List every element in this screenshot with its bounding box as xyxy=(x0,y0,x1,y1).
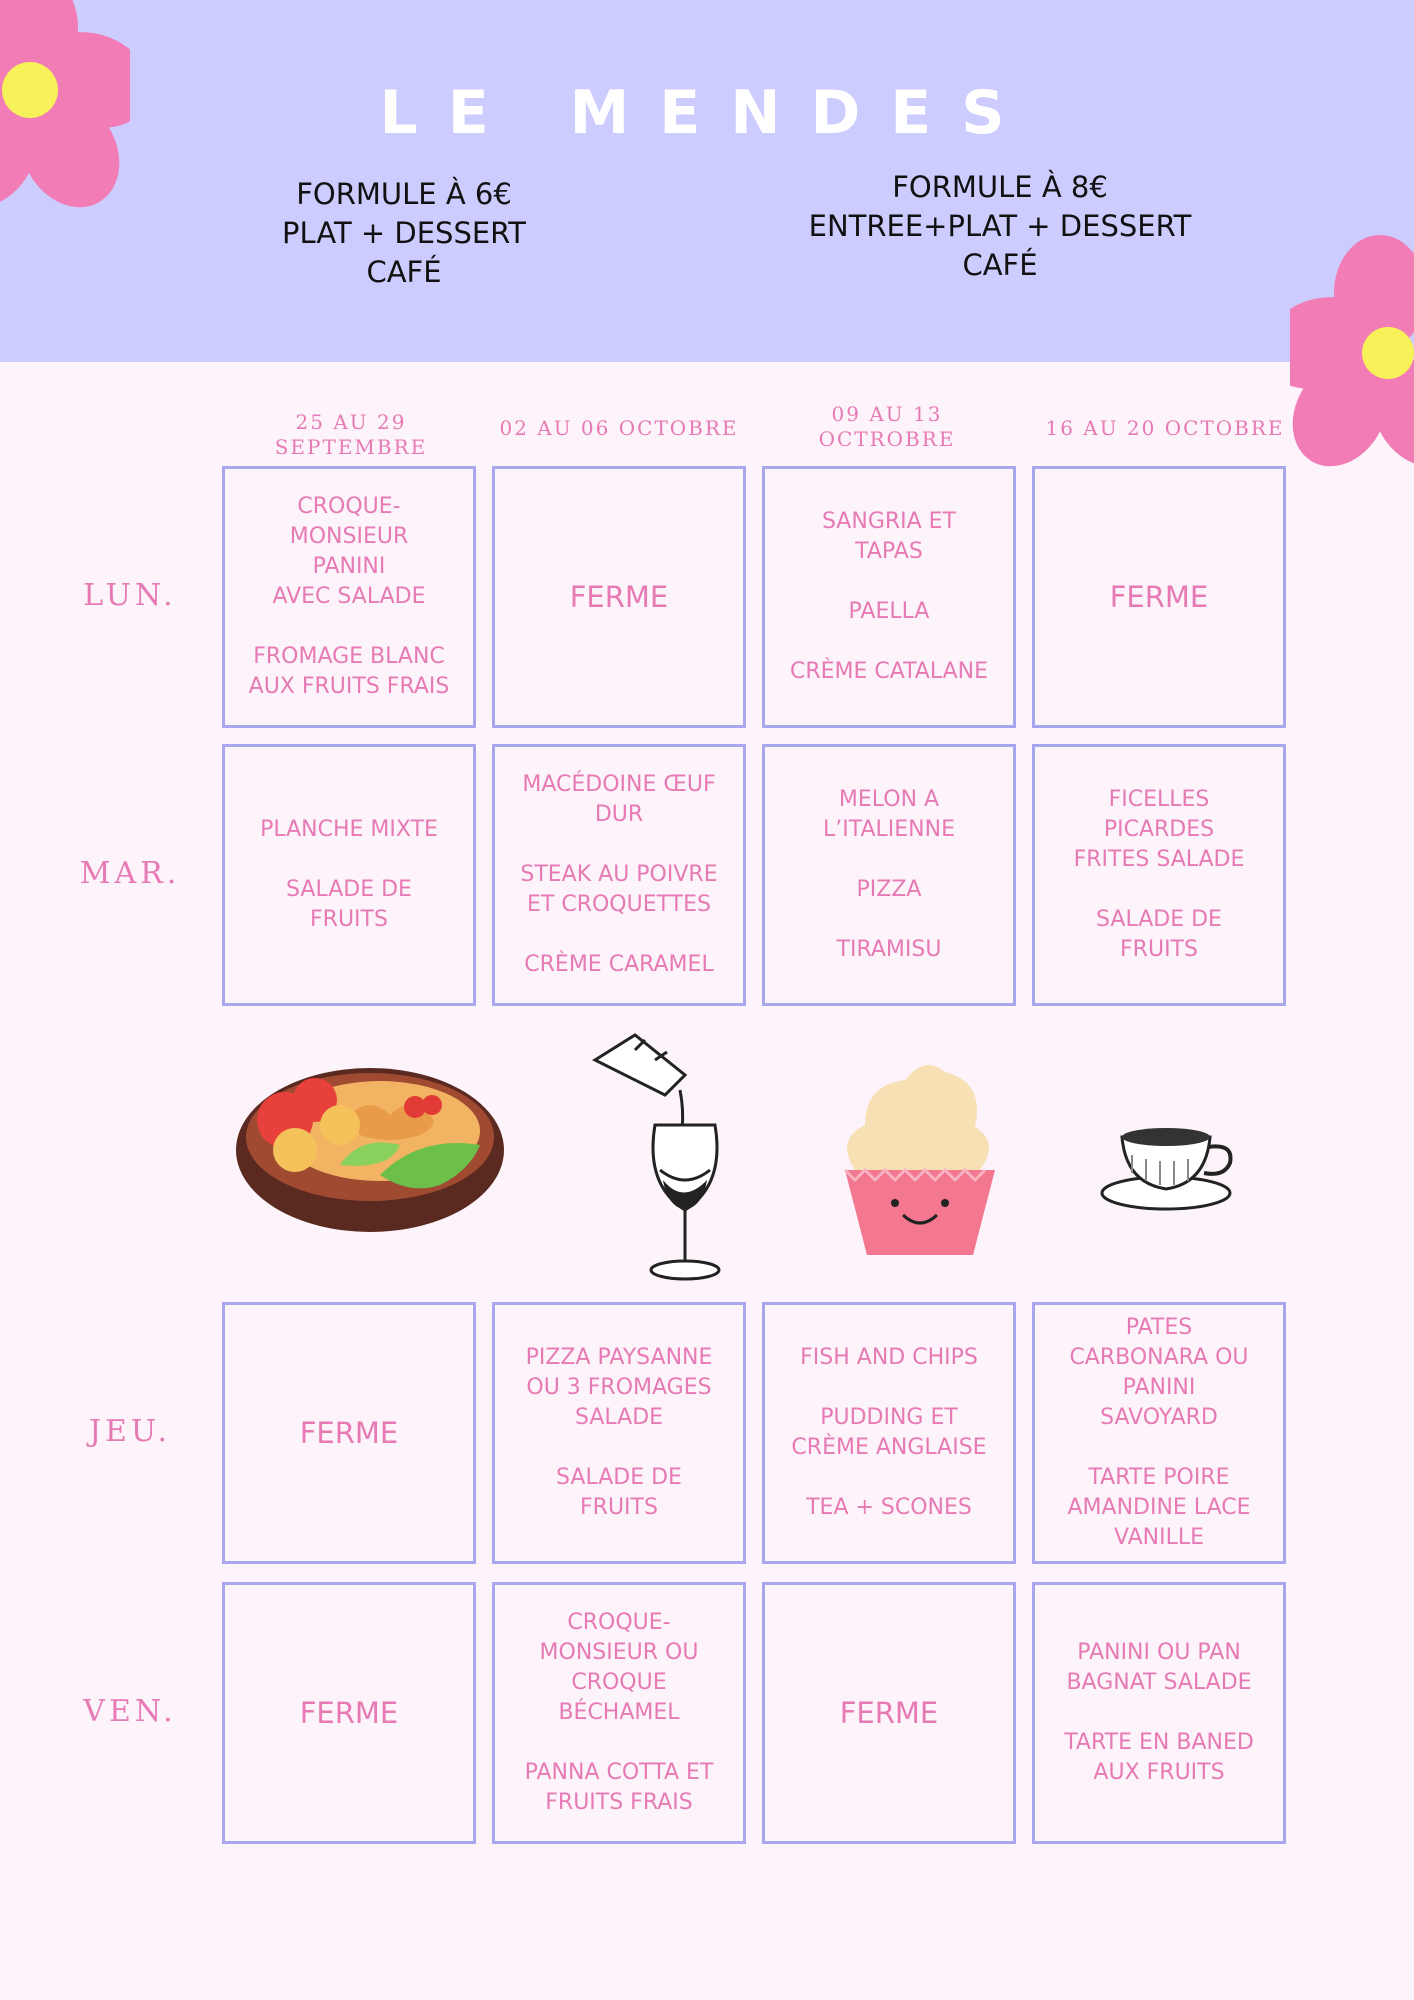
page-title: LE MENDES xyxy=(379,78,1035,148)
menu-cell xyxy=(762,466,1016,728)
dish-line: PAELLA xyxy=(848,599,930,624)
dish-line: PANNA COTTA ET xyxy=(524,1760,714,1785)
menu-cell xyxy=(492,466,746,728)
menu-cell-content xyxy=(237,492,462,702)
course-gap xyxy=(823,845,955,875)
week-header: 16 AU 20 OCTOBRE xyxy=(1045,416,1285,440)
dish-line: PIZZA PAYSANNE xyxy=(525,1345,713,1370)
course-gap xyxy=(823,905,955,935)
course-gap xyxy=(249,612,450,642)
dish-line: FRUITS xyxy=(310,907,388,932)
dish-line: DUR xyxy=(594,802,644,827)
dish-line: BAGNAT SALADE xyxy=(1066,1670,1252,1695)
dish-line: FICELLES xyxy=(1108,787,1210,812)
course-gap xyxy=(791,1373,986,1403)
day-label-monday: LUN. xyxy=(83,578,177,613)
dish-line: PUDDING ET xyxy=(820,1405,958,1430)
menu-cell xyxy=(1032,744,1286,1006)
menu-cell xyxy=(492,1582,746,1844)
dish-line: PLANCHE MIXTE xyxy=(260,817,438,842)
menu-cell xyxy=(1032,1302,1286,1564)
menu-cell-content xyxy=(778,507,1000,687)
dish-line: CARBONARA OU xyxy=(1069,1345,1249,1370)
dish-line: MACÉDOINE ŒUF xyxy=(522,772,716,797)
dish-line: PANINI xyxy=(1122,1375,1196,1400)
formula-line: CAFÉ xyxy=(962,248,1038,282)
food-bowl-icon xyxy=(230,1065,508,1245)
menu-cell-content xyxy=(514,1343,725,1523)
dish-line: FROMAGE BLANC xyxy=(253,644,445,669)
course-gap xyxy=(1067,1433,1250,1463)
closed-label: FERME xyxy=(1109,580,1209,614)
week-header: 09 AU 13 OCTROBRE xyxy=(818,402,956,451)
course-gap xyxy=(790,627,988,657)
dish-line: CRÈME ANGLAISE xyxy=(791,1435,987,1460)
course-gap xyxy=(525,1728,714,1758)
dish-line: ET CROQUETTES xyxy=(527,892,711,917)
dish-line: FRUITS xyxy=(1120,937,1198,962)
dish-line: AUX FRUITS FRAIS xyxy=(248,674,450,699)
dish-line: FISH AND CHIPS xyxy=(800,1345,978,1370)
menu-cell xyxy=(1032,466,1286,728)
menu-cell-content xyxy=(828,1696,951,1730)
dish-line: PANINI xyxy=(312,554,386,579)
closed-label: FERME xyxy=(839,1696,939,1730)
dish-line: FRUITS xyxy=(580,1495,658,1520)
dish-line: OU 3 FROMAGES xyxy=(526,1375,712,1400)
menu-cell-content xyxy=(811,785,967,965)
closed-label: FERME xyxy=(299,1416,399,1450)
day-label-tuesday: MAR. xyxy=(79,856,181,891)
menu-cell xyxy=(222,744,476,1006)
dish-line: TAPAS xyxy=(855,539,923,564)
week-header: 02 AU 06 OCTOBRE xyxy=(499,416,739,440)
menu-cell-content xyxy=(1055,1313,1262,1553)
dish-line: PIZZA xyxy=(856,877,922,902)
wine-pour-icon xyxy=(585,1030,745,1290)
menu-cell-content xyxy=(513,1608,726,1818)
menu-cell xyxy=(222,1582,476,1844)
dish-line: CROQUE- xyxy=(297,494,401,519)
dish-line: CRÈME CATALANE xyxy=(789,659,989,684)
menu-cell-content xyxy=(248,815,450,935)
dish-line: SAVOYARD xyxy=(1100,1405,1218,1430)
dish-line: PANINI OU PAN xyxy=(1077,1640,1241,1665)
dish-line: AVEC SALADE xyxy=(272,584,426,609)
formula-line: FORMULE À 6€ xyxy=(296,177,512,211)
closed-label: FERME xyxy=(569,580,669,614)
dish-line: PATES xyxy=(1125,1315,1193,1340)
dish-line: PICARDES xyxy=(1103,817,1215,842)
course-gap xyxy=(1074,875,1245,905)
dish-line: BÉCHAMEL xyxy=(558,1700,680,1725)
dish-line: TARTE POIRE xyxy=(1088,1465,1230,1490)
cupcake-icon xyxy=(835,1055,1005,1260)
dish-line: MONSIEUR xyxy=(289,524,409,549)
menu-cell xyxy=(222,466,476,728)
closed-label: FERME xyxy=(299,1696,399,1730)
menu-cell-content xyxy=(288,1696,411,1730)
dish-line: MELON A xyxy=(838,787,940,812)
menu-cell xyxy=(492,744,746,1006)
menu-cell xyxy=(762,1582,1016,1844)
dish-line: TEA + SCONES xyxy=(806,1495,972,1520)
course-gap xyxy=(520,920,717,950)
menu-cell-content xyxy=(508,770,729,980)
dish-line: L’ITALIENNE xyxy=(823,817,955,842)
formula-line: CAFÉ xyxy=(366,255,442,289)
dish-line: SANGRIA ET xyxy=(821,509,957,534)
menu-cell xyxy=(492,1302,746,1564)
flower-icon xyxy=(1290,218,1414,488)
day-label-friday: VEN. xyxy=(83,1694,177,1729)
menu-cell xyxy=(762,1302,1016,1564)
dish-line: STEAK AU POIVRE xyxy=(520,862,718,887)
dish-line: TARTE EN BANED xyxy=(1064,1730,1254,1755)
menu-cell xyxy=(222,1302,476,1564)
dish-line: SALADE DE xyxy=(1096,907,1222,932)
formula-6-euros xyxy=(194,175,614,292)
week-header: 25 AU 29 SEPTEMBRE xyxy=(274,410,428,459)
formula-8-euros xyxy=(790,168,1210,285)
menu-cell-content xyxy=(1098,580,1221,614)
course-gap xyxy=(260,845,438,875)
menu-cell-content xyxy=(1062,785,1257,965)
menu-cell xyxy=(1032,1582,1286,1844)
day-label-thursday: JEU. xyxy=(89,1414,171,1449)
dish-line: SALADE DE xyxy=(556,1465,682,1490)
formula-line: PLAT + DESSERT xyxy=(282,216,526,250)
dish-line: MONSIEUR OU xyxy=(539,1640,699,1665)
dish-line: CRÈME CARAMEL xyxy=(524,952,714,977)
course-gap xyxy=(1064,1698,1254,1728)
course-gap xyxy=(526,1433,713,1463)
menu-cell-content xyxy=(558,580,681,614)
course-gap xyxy=(791,1463,986,1493)
dish-line: FRITES SALADE xyxy=(1073,847,1245,872)
dish-line: CROQUE xyxy=(571,1670,667,1695)
dish-line: VANILLE xyxy=(1113,1525,1205,1550)
header-banner xyxy=(0,0,1414,362)
menu-cell-content xyxy=(288,1416,411,1450)
dish-line: CROQUE- xyxy=(567,1610,671,1635)
course-gap xyxy=(790,567,988,597)
menu-cell-content xyxy=(779,1343,998,1523)
formula-line: ENTREE+PLAT + DESSERT xyxy=(808,209,1192,243)
menu-cell xyxy=(762,744,1016,1006)
dish-line: AUX FRUITS xyxy=(1093,1760,1225,1785)
course-gap xyxy=(520,830,717,860)
dish-line: SALADE DE xyxy=(286,877,412,902)
dish-line: AMANDINE LACE xyxy=(1067,1495,1251,1520)
coffee-cup-icon xyxy=(1100,1115,1240,1215)
dish-line: FRUITS FRAIS xyxy=(545,1790,693,1815)
menu-cell-content xyxy=(1052,1638,1266,1788)
dish-line: TIRAMISU xyxy=(836,937,942,962)
formula-line: FORMULE À 8€ xyxy=(892,170,1108,204)
dish-line: SALADE xyxy=(574,1405,664,1430)
